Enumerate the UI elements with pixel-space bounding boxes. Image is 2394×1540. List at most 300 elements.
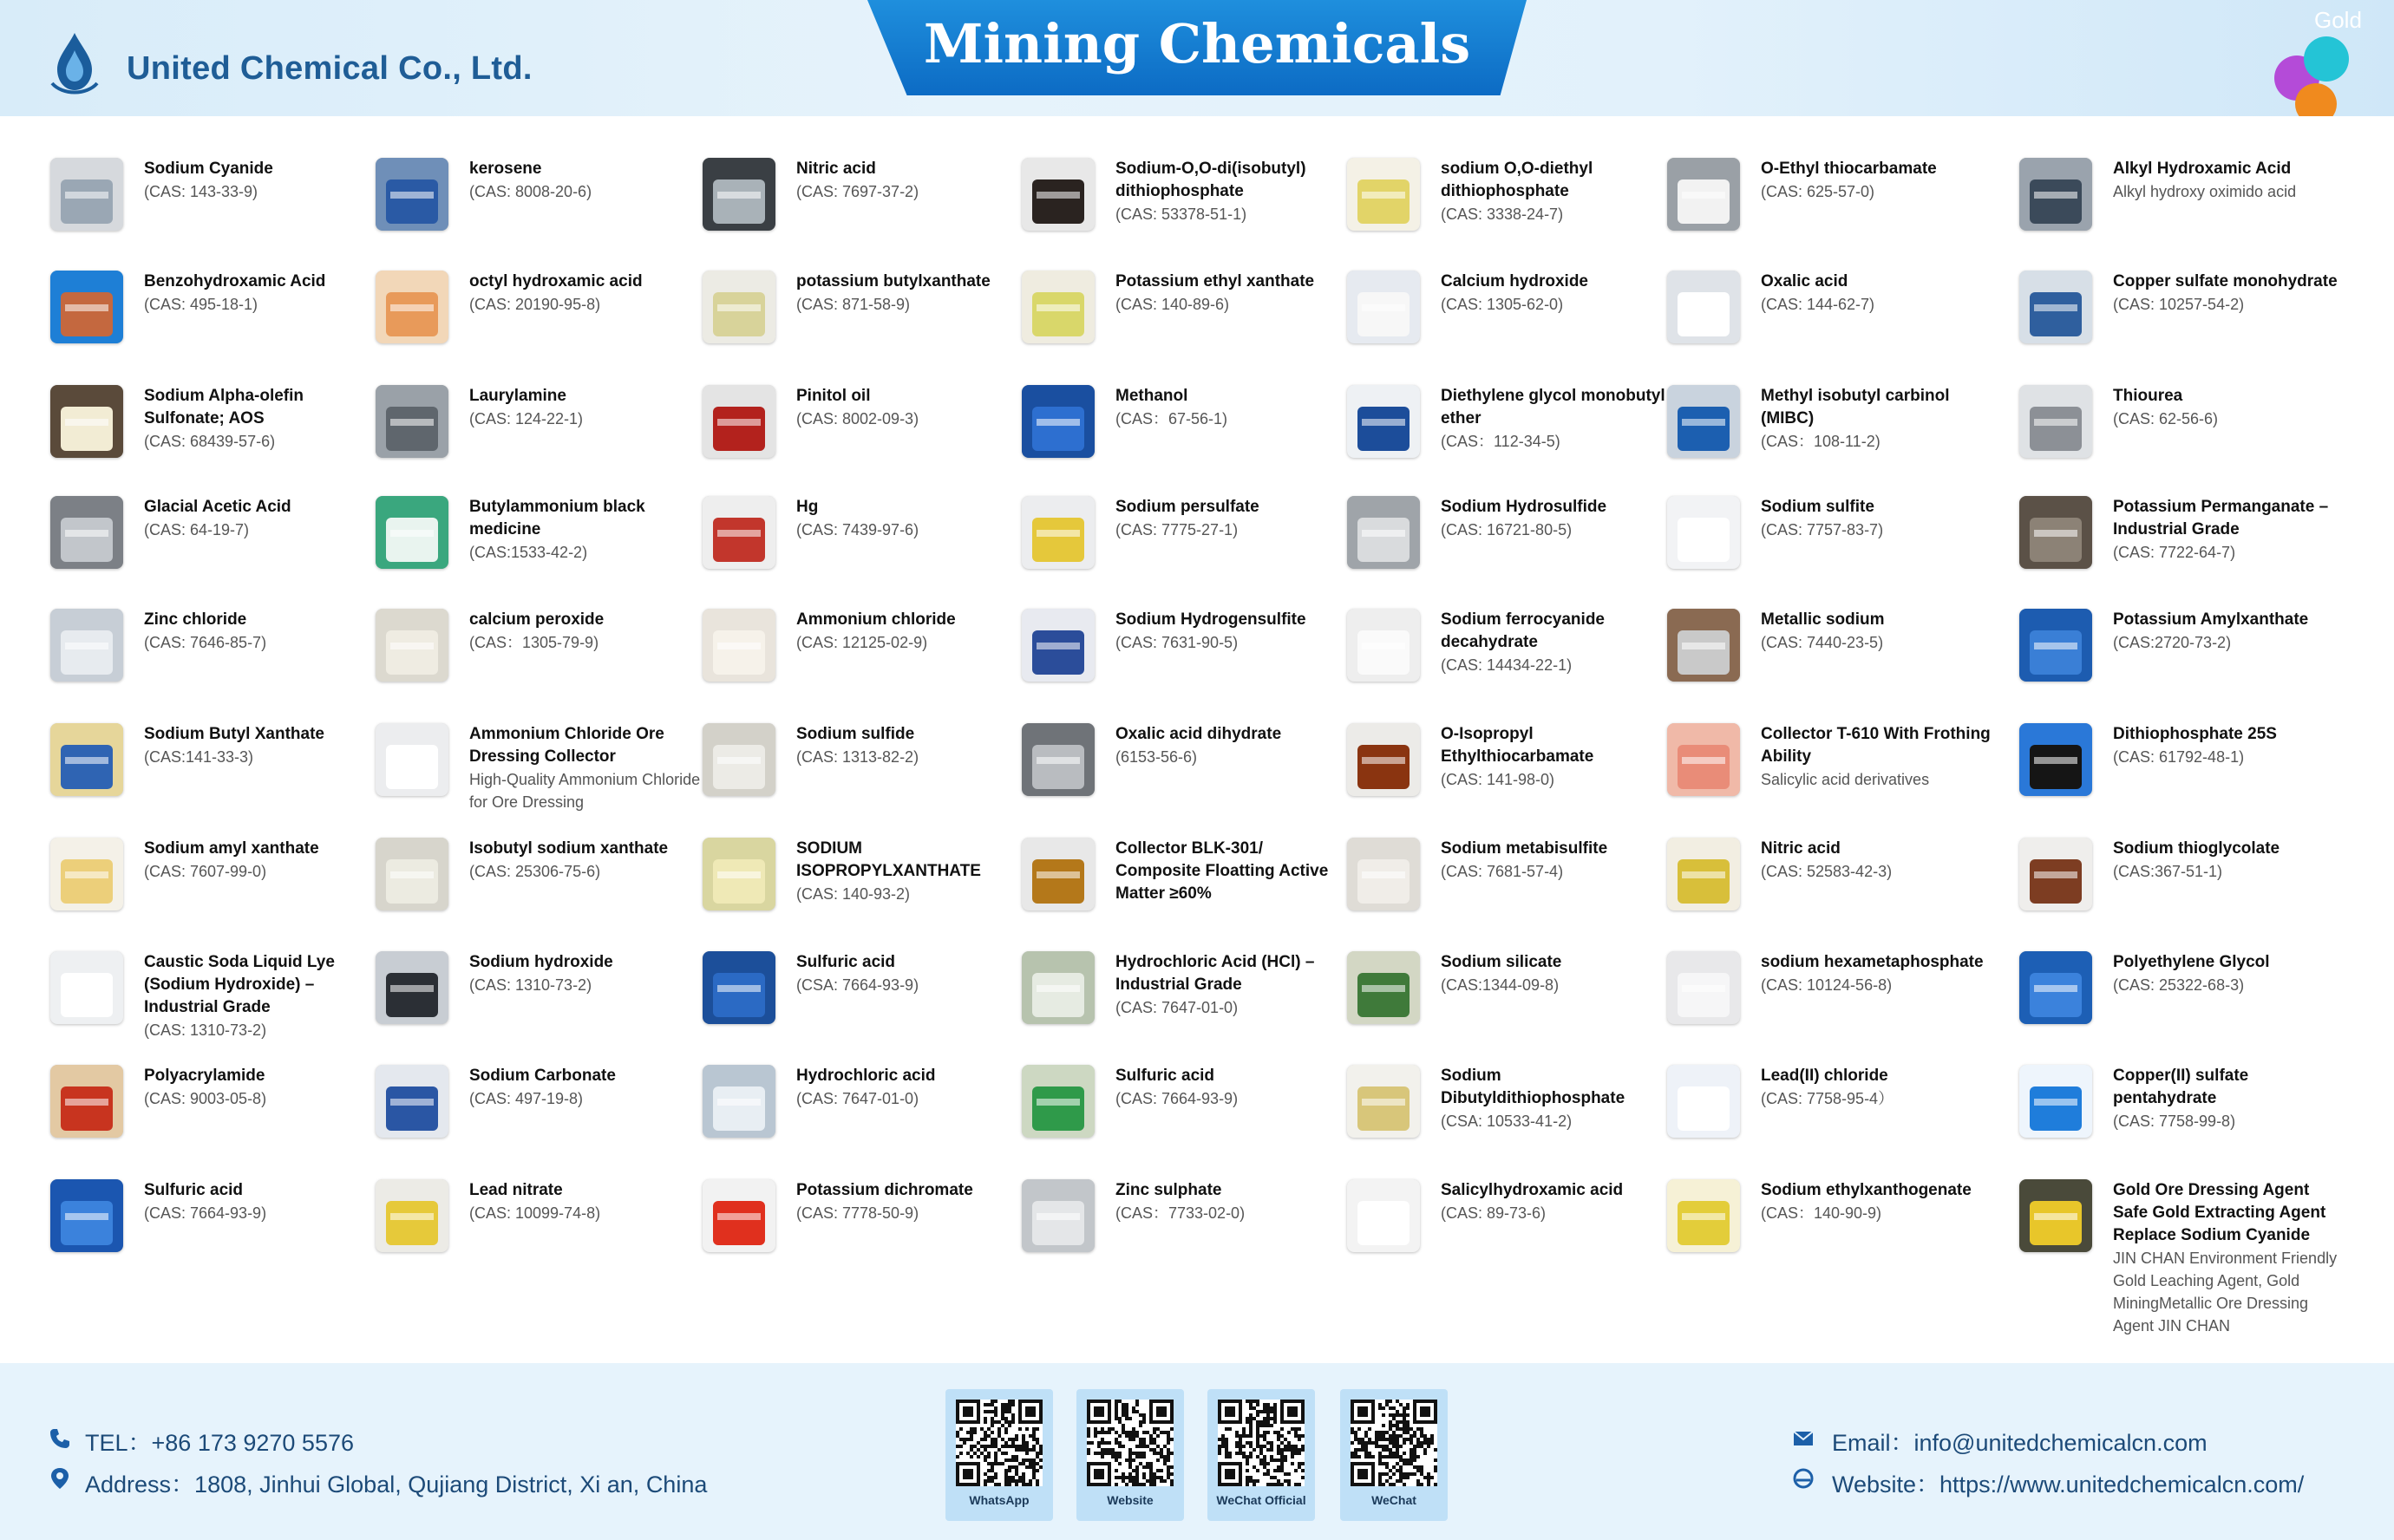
product-item — [1013, 944, 1343, 1057]
product-image — [2019, 723, 2092, 796]
product-info — [1115, 496, 1348, 541]
product-image — [50, 951, 123, 1024]
product-name: Sodium-O,O-di(isobutyl) dithiophosphate — [1115, 160, 1306, 200]
product-item — [1338, 151, 1668, 264]
product-item — [1013, 378, 1343, 491]
product-name: Copper sulfate monohydrate — [2113, 272, 2338, 290]
product-name: Sodium thioglycolate — [2113, 839, 2280, 858]
product-item — [694, 1172, 1024, 1285]
product-image — [50, 723, 123, 796]
footer — [0, 1363, 2394, 1540]
product-info — [2113, 271, 2345, 316]
product-cas: (CAS: 7758-95-4） — [1761, 1090, 1894, 1107]
product-grid — [42, 151, 2366, 1356]
product-item — [367, 831, 697, 943]
qr-code-icon — [1087, 1400, 1174, 1486]
product-name: Sodium hydroxide — [469, 953, 613, 971]
product-name: Thiourea — [2113, 387, 2183, 405]
product-image — [703, 1179, 775, 1252]
product-name: Sodium Carbonate — [469, 1067, 616, 1085]
product-name: Sodium silicate — [1441, 953, 1562, 971]
product-cas: (CAS:141-33-3) — [144, 748, 254, 766]
product-cas: (CAS: 8008-20-6) — [469, 183, 592, 200]
product-image — [376, 385, 448, 458]
product-name: octyl hydroxamic acid — [469, 272, 643, 290]
product-info — [2113, 951, 2345, 996]
product-info — [144, 385, 376, 453]
product-image — [1667, 385, 1740, 458]
page-title: Mining Chemicals — [923, 12, 1471, 75]
product-info — [469, 271, 702, 316]
product-cas: (CAS: 20190-95-8) — [469, 296, 601, 313]
product-name: Sulfuric acid — [1115, 1067, 1215, 1085]
product-item — [2011, 602, 2340, 715]
product-info — [2113, 158, 2345, 203]
product-name: Butylammonium black medicine — [469, 498, 645, 538]
product-cas: (CAS: 64-19-7) — [144, 521, 250, 538]
product-cas: (CAS: 68439-57-6) — [144, 433, 276, 450]
product-cas: (CAS: 124-22-1) — [469, 410, 584, 427]
product-item — [1338, 378, 1668, 491]
product-cas: (CAS: 53378-51-1) — [1115, 206, 1247, 223]
product-name: Nitric acid — [1761, 839, 1841, 858]
product-info — [1115, 1179, 1348, 1224]
product-item — [1013, 1172, 1343, 1285]
product-image — [376, 496, 448, 569]
product-info — [1441, 1179, 1673, 1224]
product-item — [2011, 1058, 2340, 1171]
product-item — [367, 1058, 697, 1171]
product-item — [2011, 1172, 2340, 1334]
product-item — [694, 944, 1024, 1057]
product-image — [1667, 496, 1740, 569]
product-item — [1013, 1058, 1343, 1171]
product-name: Laurylamine — [469, 387, 566, 405]
product-info — [1761, 723, 1993, 791]
qr-code-icon — [1351, 1400, 1437, 1486]
browser-icon — [1792, 1467, 1815, 1490]
product-cas: (CAS: 7664-93-9) — [1115, 1090, 1239, 1107]
product-name: Sodium Hydrosulfide — [1441, 498, 1607, 516]
product-cas: (CAS: 3338-24-7) — [1441, 206, 1564, 223]
molecule-icon — [2221, 9, 2394, 116]
product-item — [1338, 1058, 1668, 1171]
company-name: United Chemical Co., Ltd. — [127, 50, 533, 87]
product-info — [469, 838, 702, 883]
product-image — [1667, 838, 1740, 910]
product-name: Copper(II) sulfate pentahydrate — [2113, 1067, 2249, 1107]
qr-caption: WhatsApp — [969, 1493, 1030, 1507]
product-image — [1022, 271, 1095, 343]
email: Email：info@unitedchemicalcn.com — [1832, 1430, 2208, 1456]
product-info — [2113, 1065, 2345, 1132]
product-name: SODIUM ISOPROPYLXANTHATE — [796, 839, 981, 880]
product-info — [1761, 385, 1993, 453]
product-image — [1022, 496, 1095, 569]
product-info — [1761, 158, 1993, 203]
product-image — [50, 1065, 123, 1138]
product-info — [469, 951, 702, 996]
product-name: Nitric acid — [796, 160, 876, 178]
product-image — [376, 158, 448, 231]
product-item — [367, 151, 697, 264]
product-image — [1347, 609, 1420, 682]
product-name: Potassium ethyl xanthate — [1115, 272, 1315, 290]
product-cas: (CAS:2720-73-2) — [2113, 634, 2232, 651]
product-image — [1347, 385, 1420, 458]
product-cas: (CAS: 7757-83-7) — [1761, 521, 1884, 538]
product-name: Sodium ethylxanthogenate — [1761, 1181, 1972, 1199]
product-image — [703, 951, 775, 1024]
product-item — [1658, 831, 1988, 943]
product-name: Collector BLK-301/ Composite Floatting Active Matter ≥60% — [1115, 839, 1329, 903]
product-image — [1022, 385, 1095, 458]
product-item — [42, 1058, 371, 1171]
product-cas: (CAS: 89-73-6) — [1441, 1204, 1547, 1222]
product-info — [1441, 838, 1673, 883]
product-item — [1013, 602, 1343, 715]
product-cas: (CAS: 143-33-9) — [144, 183, 258, 200]
product-name: Methanol — [1115, 387, 1188, 405]
product-image — [50, 496, 123, 569]
product-name: Pinitol oil — [796, 387, 871, 405]
product-cas: (CAS：140-90-9) — [1761, 1204, 1882, 1222]
product-item — [367, 944, 697, 1057]
product-item — [694, 716, 1024, 829]
product-cas: (CAS: 7664-93-9) — [144, 1204, 267, 1222]
product-item — [1013, 151, 1343, 264]
product-cas: (CAS:367-51-1) — [2113, 863, 2223, 880]
product-item — [1658, 716, 1991, 829]
product-item — [42, 944, 371, 1057]
product-cas: (CAS: 7697-37-2) — [796, 183, 919, 200]
product-name: Polyacrylamide — [144, 1067, 265, 1085]
product-info — [144, 951, 376, 1041]
product-item — [694, 602, 1024, 715]
product-info — [469, 1065, 702, 1110]
product-item — [2011, 831, 2340, 943]
product-info — [796, 1065, 1029, 1110]
product-info — [144, 496, 376, 541]
product-image — [703, 838, 775, 910]
product-name: potassium butylxanthate — [796, 272, 991, 290]
product-item — [42, 1172, 371, 1285]
product-info — [796, 158, 1029, 203]
product-image — [1022, 1065, 1095, 1138]
product-name: Benzohydroxamic Acid — [144, 272, 326, 290]
product-cas: (CAS: 61792-48-1) — [2113, 748, 2245, 766]
product-name: Sodium Butyl Xanthate — [144, 725, 324, 743]
product-item — [42, 151, 371, 264]
product-name: Sodium Dibutyldithiophosphate — [1441, 1067, 1625, 1107]
product-cas: (CAS: 1305-62-0) — [1441, 296, 1564, 313]
product-item — [2011, 264, 2340, 376]
product-info — [796, 1179, 1029, 1224]
product-name: sodium hexametaphosphate — [1761, 953, 1984, 971]
product-item — [694, 378, 1024, 491]
product-info — [469, 496, 702, 564]
product-cas: High-Quality Ammonium Chloride for Ore Dressing — [469, 771, 701, 811]
product-image — [1347, 723, 1420, 796]
product-cas: (CAS：7733-02-0) — [1115, 1204, 1246, 1222]
product-cas: (CAS: 10257-54-2) — [2113, 296, 2245, 313]
product-cas: (CAS: 144-62-7) — [1761, 296, 1875, 313]
product-image — [703, 609, 775, 682]
product-image — [376, 1179, 448, 1252]
product-name: Sulfuric acid — [144, 1181, 244, 1199]
product-item — [2011, 944, 2340, 1057]
product-image — [703, 496, 775, 569]
gold-badge: Gold — [2314, 7, 2362, 33]
product-name: calcium peroxide — [469, 610, 605, 629]
product-image — [2019, 271, 2092, 343]
product-item — [694, 489, 1024, 602]
product-name: Sodium persulfate — [1115, 498, 1259, 516]
product-cas: (CAS: 7440-23-5) — [1761, 634, 1884, 651]
product-item — [1338, 264, 1668, 376]
product-name: Potassium dichromate — [796, 1181, 973, 1199]
product-name: Sulfuric acid — [796, 953, 896, 971]
product-cas: (CAS:1533-42-2) — [469, 544, 588, 561]
product-name: Alkyl Hydroxamic Acid — [2113, 160, 2292, 178]
product-name: Zinc chloride — [144, 610, 247, 629]
product-cas: (CAS: 10124-56-8) — [1761, 976, 1893, 994]
product-info — [144, 723, 376, 768]
product-info — [796, 496, 1029, 541]
product-info — [1115, 158, 1348, 225]
product-name: sodium O,O-diethyl dithiophosphate — [1441, 160, 1593, 200]
product-cas: (CAS: 7607-99-0) — [144, 863, 267, 880]
product-name: Isobutyl sodium xanthate — [469, 839, 669, 858]
product-item — [694, 1058, 1024, 1171]
product-info — [1441, 609, 1673, 676]
product-image — [2019, 609, 2092, 682]
product-item — [1658, 489, 1988, 602]
product-info — [2113, 609, 2345, 654]
product-cas: (CAS: 495-18-1) — [144, 296, 258, 313]
product-info — [1761, 496, 1993, 541]
product-item — [367, 602, 697, 715]
product-cas: (CAS: 7758-99-8) — [2113, 1113, 2236, 1130]
qr-code-whatsapp — [945, 1389, 1053, 1521]
product-cas: (CSA: 10533-41-2) — [1441, 1113, 1573, 1130]
product-item — [42, 378, 371, 491]
product-image — [1667, 158, 1740, 231]
product-name: Salicylhydroxamic acid — [1441, 1181, 1624, 1199]
product-image — [50, 271, 123, 343]
product-item — [1658, 602, 1988, 715]
product-cas: (CAS: 25306-75-6) — [469, 863, 601, 880]
product-image — [2019, 158, 2092, 231]
product-name: O-Isopropyl Ethylthiocarbamate — [1441, 725, 1594, 766]
product-cas: Salicylic acid derivatives — [1761, 771, 1930, 788]
product-cas: (CAS: 9003-05-8) — [144, 1090, 267, 1107]
product-image — [1022, 609, 1095, 682]
product-name: Sodium sulfite — [1761, 498, 1874, 516]
product-name: Sodium metabisulfite — [1441, 839, 1608, 858]
product-image — [2019, 496, 2092, 569]
product-info — [1761, 1065, 1993, 1110]
product-item — [42, 716, 371, 829]
product-item — [367, 378, 697, 491]
product-item — [367, 1172, 697, 1285]
product-cas: (CAS: 12125-02-9) — [796, 634, 928, 651]
qr-code-wechat-official — [1207, 1389, 1315, 1521]
product-cas: (CAS: 140-89-6) — [1115, 296, 1230, 313]
product-cas: (6153-56-6) — [1115, 748, 1198, 766]
product-info — [469, 385, 702, 430]
product-name: Oxalic acid — [1761, 272, 1848, 290]
product-cas: (CAS: 1310-73-2) — [144, 1021, 267, 1039]
product-info — [1115, 271, 1348, 316]
product-info — [2113, 1179, 2345, 1337]
product-item — [1338, 1172, 1668, 1285]
product-info — [1441, 271, 1673, 316]
product-image — [1667, 271, 1740, 343]
product-info — [1441, 951, 1673, 996]
product-cas: JIN CHAN Environment Friendly Gold Leaching Agent, Gold MiningMetallic Ore Dressing Agent JIN CHAN — [2113, 1250, 2338, 1334]
product-item — [694, 151, 1024, 264]
product-cas: (CAS:1344-09-8) — [1441, 976, 1560, 994]
product-name: O-Ethyl thiocarbamate — [1761, 160, 1937, 178]
product-image — [1022, 723, 1095, 796]
product-image — [1347, 951, 1420, 1024]
qr-caption: WeChat Official — [1216, 1493, 1306, 1507]
product-cas: (CAS: 497-19-8) — [469, 1090, 584, 1107]
product-name: Dithiophosphate 25S — [2113, 725, 2277, 743]
product-info — [144, 838, 376, 883]
qr-caption: Website — [1107, 1493, 1154, 1507]
product-info — [796, 951, 1029, 996]
telephone: TEL：+86 173 9270 5576 — [85, 1430, 354, 1456]
product-item — [42, 602, 371, 715]
qr-code-icon — [956, 1400, 1043, 1486]
product-info — [469, 609, 702, 654]
product-item — [2011, 489, 2340, 602]
product-info — [1441, 1065, 1673, 1132]
product-info — [144, 271, 376, 316]
product-info — [469, 723, 702, 813]
product-info — [2113, 385, 2345, 430]
product-image — [50, 1179, 123, 1252]
product-info — [2113, 838, 2345, 883]
product-info — [1115, 951, 1348, 1019]
product-cas: Alkyl hydroxy oximido acid — [2113, 183, 2297, 200]
water-drop-logo-icon — [49, 31, 101, 97]
product-image — [1347, 158, 1420, 231]
email-icon — [1792, 1427, 1815, 1450]
product-image — [703, 271, 775, 343]
product-name: Potassium Permanganate – Industrial Grade — [2113, 498, 2329, 538]
product-name: Oxalic acid dihydrate — [1115, 725, 1282, 743]
product-image — [1022, 1179, 1095, 1252]
product-image — [2019, 385, 2092, 458]
product-item — [1338, 489, 1668, 602]
product-cas: (CAS: 7647-01-0) — [796, 1090, 919, 1107]
location-pin-icon — [49, 1467, 71, 1490]
product-name: Sodium Cyanide — [144, 160, 273, 178]
qr-caption: WeChat — [1371, 1493, 1416, 1507]
product-cas: (CAS: 1310-73-2) — [469, 976, 592, 994]
product-info — [144, 158, 376, 203]
product-image — [50, 158, 123, 231]
product-info — [1441, 723, 1673, 791]
product-image — [2019, 951, 2092, 1024]
product-info — [144, 1065, 376, 1110]
product-cas: (CAS: 8002-09-3) — [796, 410, 919, 427]
product-item — [1338, 602, 1668, 715]
product-item — [1658, 944, 1988, 1057]
product-image — [1347, 271, 1420, 343]
product-info — [1761, 1179, 1993, 1224]
product-image — [376, 1065, 448, 1138]
product-item — [2011, 151, 2340, 264]
product-cas: (CAS：67-56-1) — [1115, 410, 1228, 427]
product-info — [144, 1179, 376, 1224]
product-image — [1667, 951, 1740, 1024]
product-item — [1658, 151, 1988, 264]
product-name: Diethylene glycol monobutyl ether — [1441, 387, 1665, 427]
product-info — [1115, 723, 1348, 768]
qr-code-icon — [1218, 1400, 1305, 1486]
product-name: Zinc sulphate — [1115, 1181, 1222, 1199]
product-name: Sodium ferrocyanide decahydrate — [1441, 610, 1605, 651]
qr-code-website — [1076, 1389, 1184, 1521]
product-image — [1022, 158, 1095, 231]
product-name: Sodium Alpha-olefin Sulfonate; AOS — [144, 387, 304, 427]
product-name: Calcium hydroxide — [1441, 272, 1588, 290]
product-info — [2113, 496, 2345, 564]
product-cas: (CAS: 140-93-2) — [796, 885, 911, 903]
product-info — [1761, 609, 1993, 654]
product-image — [50, 385, 123, 458]
product-info — [1115, 609, 1348, 654]
product-name: Hydrochloric acid — [796, 1067, 936, 1085]
product-info — [796, 723, 1029, 768]
product-image — [1667, 1065, 1740, 1138]
product-image — [2019, 1065, 2092, 1138]
product-item — [42, 264, 371, 376]
product-name: Potassium Amylxanthate — [2113, 610, 2309, 629]
product-cas: (CAS: 7681-57-4) — [1441, 863, 1564, 880]
product-image — [50, 609, 123, 682]
product-name: Sodium sulfide — [796, 725, 915, 743]
product-item — [2011, 378, 2340, 491]
product-cas: (CAS: 625-57-0) — [1761, 183, 1875, 200]
product-info — [1115, 1065, 1348, 1110]
product-cas: (CAS：112-34-5) — [1441, 433, 1560, 450]
product-cas: (CAS: 7439-97-6) — [796, 521, 919, 538]
product-name: Polyethylene Glycol — [2113, 953, 2270, 971]
product-info — [796, 271, 1029, 316]
product-image — [1347, 1065, 1420, 1138]
website[interactable]: Website：https://www.unitedchemicalcn.com/ — [1832, 1471, 2305, 1498]
product-cas: (CAS: 16721-80-5) — [1441, 521, 1573, 538]
product-info — [1115, 838, 1348, 905]
product-cas: (CAS: 7646-85-7) — [144, 634, 267, 651]
product-cas: (CAS: 7631-90-5) — [1115, 634, 1239, 651]
product-cas: (CAS：1305-79-9) — [469, 634, 599, 651]
product-image — [2019, 1179, 2092, 1252]
product-name: Metallic sodium — [1761, 610, 1885, 629]
product-info — [796, 385, 1029, 430]
product-info — [144, 609, 376, 654]
product-info — [2113, 723, 2345, 768]
product-info — [1115, 385, 1348, 430]
product-item — [1338, 831, 1668, 943]
product-name: Methyl isobutyl carbinol (MIBC) — [1761, 387, 1950, 427]
product-item — [1013, 716, 1343, 829]
